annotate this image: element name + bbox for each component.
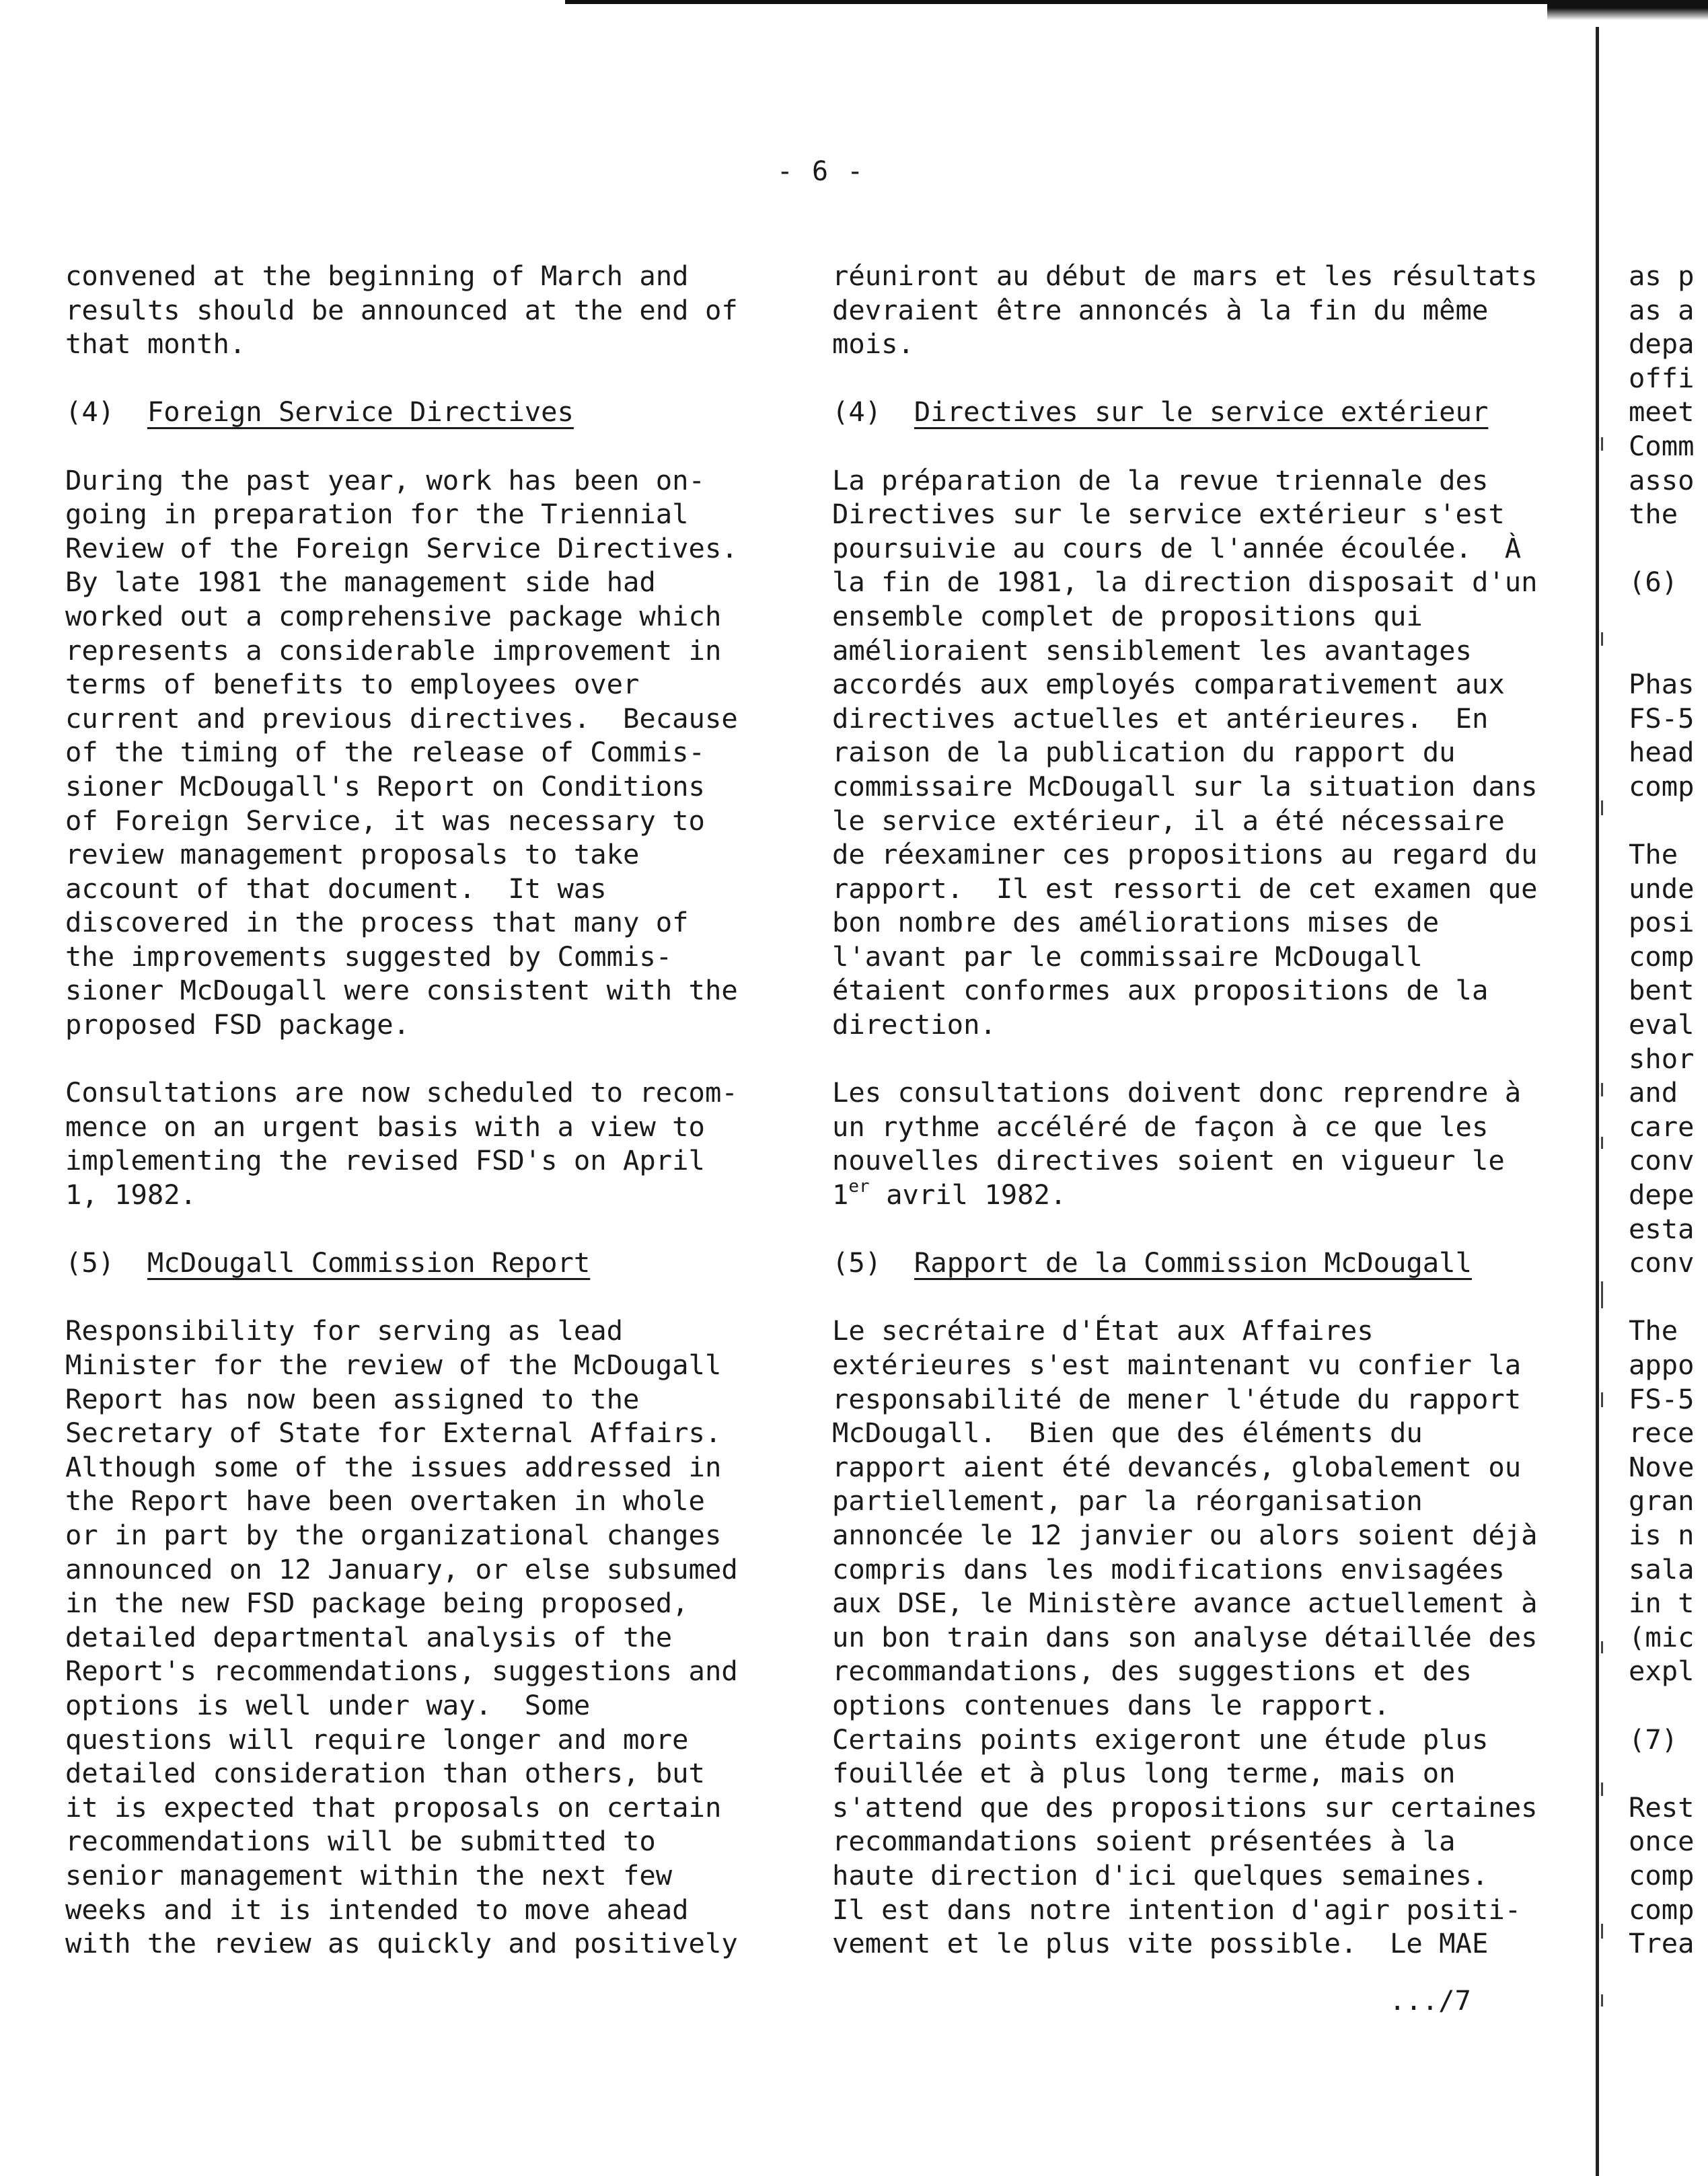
text-line: announced on 12 January, or else subsumed: [65, 1552, 738, 1585]
text-line: mois.: [832, 328, 914, 361]
text-line: and: [1629, 1076, 1678, 1109]
text-line: review management proposals to take: [65, 838, 640, 871]
text-line: Rest: [1629, 1791, 1695, 1824]
text-line: vement et le plus vite possible. Le MAE: [832, 1927, 1489, 1960]
scan-margin-mark: [1601, 1281, 1603, 1308]
adjacent-page-fragment: [1629, 1791, 1708, 1961]
text-line: Certains points exigeront une étude plus: [832, 1723, 1489, 1756]
scan-margin-mark: [1601, 1924, 1603, 1939]
french-section-heading: [832, 395, 1565, 429]
text-line: results should be announced at the end of: [65, 293, 738, 326]
text-line: direction.: [832, 1008, 996, 1041]
text-line: de réexaminer ces propositions au regard du: [832, 838, 1538, 871]
text-line: étaient conformes aux propositions de la: [832, 974, 1489, 1007]
text-line: ensemble complet de propositions qui: [832, 599, 1423, 632]
french-paragraph: [832, 259, 1565, 361]
text-line: Minister for the review of the McDougall: [65, 1349, 722, 1381]
text-line: devraient être annoncés à la fin du même: [832, 293, 1489, 326]
text-line: responsabilité de mener l'étude du rapport: [832, 1382, 1522, 1415]
text-line: raison de la publication du rapport du: [832, 736, 1456, 769]
english-section-heading: [65, 395, 792, 429]
text-line: fouillée et à plus long terme, mais on: [832, 1757, 1456, 1790]
text-line: Directives sur le service extérieur s'est: [832, 498, 1505, 531]
text-line: accordés aux employés comparativement aux: [832, 668, 1505, 701]
adjacent-page-fragment: [1629, 837, 1708, 1280]
text-line: or in part by the organizational changes: [65, 1518, 722, 1551]
section-title: Rapport de la Commission McDougall: [914, 1246, 1472, 1279]
text-line: [1629, 634, 1708, 668]
text-line: extérieures s'est maintenant vu confier la: [832, 1349, 1522, 1381]
ordinal-superscript: er: [848, 1176, 870, 1197]
page-binding-edge: [1596, 27, 1599, 2176]
text-line: esta: [1629, 1212, 1695, 1245]
text-line: detailed consideration than others, but: [65, 1757, 705, 1790]
text-line: the Report have been overtaken in whole: [65, 1485, 705, 1517]
text-line: Il est dans notre intention d'agir positi-: [832, 1893, 1522, 1926]
text-line: as p: [1629, 260, 1695, 292]
text-line: nouvelles directives soient en vigueur le: [832, 1144, 1505, 1177]
text-line: Review of the Foreign Service Directives.: [65, 531, 738, 564]
text-line: meet: [1629, 396, 1695, 428]
text-line: Although some of the issues addressed in: [65, 1450, 722, 1483]
english-paragraph: [65, 259, 792, 361]
scan-margin-mark: [1601, 632, 1603, 646]
continued-marker: .../7: [1389, 1984, 1471, 2017]
text-line: appo: [1629, 1349, 1695, 1381]
text-line: poursuivie au cours de l'année écoulée. À: [832, 531, 1522, 564]
text-line: réuniront au début de mars et les résultats: [832, 260, 1538, 292]
page-number: - 6 -: [776, 156, 865, 187]
text-line: implementing the revised FSD's on April: [65, 1144, 705, 1177]
scan-top-rule: [565, 0, 1708, 4]
text-line: current and previous directives. Because: [65, 702, 738, 735]
adjacent-page-fragment: [1629, 634, 1708, 804]
french-paragraph: [832, 1314, 1565, 1960]
text-line: During the past year, work has been on-: [65, 463, 705, 496]
english-paragraph: [65, 463, 792, 1042]
adjacent-page-fragment: [1629, 565, 1708, 599]
section-number: (4): [832, 396, 914, 428]
scan-margin-mark: [1601, 1641, 1603, 1653]
section-number: (5): [832, 1246, 914, 1279]
text-line: Le secrétaire d'État aux Affaires: [832, 1314, 1374, 1347]
text-line: offi: [1629, 361, 1695, 394]
text-line: amélioraient sensiblement les avantages: [832, 634, 1472, 667]
text-line: expl: [1629, 1655, 1695, 1688]
english-column: [65, 259, 792, 1994]
text-line: head: [1629, 736, 1695, 769]
text-line: questions will require longer and more: [65, 1723, 689, 1756]
text-line: account of that document. It was: [65, 872, 607, 905]
adjacent-page-fragment: [1629, 1314, 1708, 1688]
scan-margin-mark: [1601, 1783, 1603, 1796]
scan-margin-mark: [1601, 1137, 1603, 1149]
text-line: (7): [1629, 1723, 1678, 1756]
text-line: depe: [1629, 1178, 1695, 1211]
text-line: unde: [1629, 872, 1695, 905]
text-line: sioner McDougall's Report on Conditions: [65, 770, 705, 802]
text-line: comp: [1629, 770, 1695, 802]
text-line: (mic: [1629, 1620, 1695, 1653]
text-line: sala: [1629, 1552, 1695, 1585]
text-line: The: [1629, 838, 1678, 871]
text-line: s'attend que des propositions sur certaines: [832, 1791, 1538, 1824]
text-line: commissaire McDougall sur la situation dans: [832, 770, 1538, 802]
text-line: depa: [1629, 328, 1695, 361]
text-line: La préparation de la revue triennale des: [832, 463, 1489, 496]
text-line: proposed FSD package.: [65, 1008, 410, 1041]
text-line: worked out a comprehensive package which: [65, 599, 722, 632]
text-line: shor: [1629, 1042, 1695, 1075]
text-line: conv: [1629, 1144, 1695, 1177]
text-line: represents a considerable improvement in: [65, 634, 722, 667]
text-line: sioner McDougall were consistent with the: [65, 974, 738, 1007]
text-line: of the timing of the release of Commis-: [65, 736, 705, 769]
english-section-heading: [65, 1246, 792, 1280]
text-line: mence on an urgent basis with a view to: [65, 1110, 705, 1143]
text-line: directives actuelles et antérieures. En: [832, 702, 1489, 735]
text-line: conv: [1629, 1246, 1695, 1279]
text-line: comp: [1629, 1893, 1695, 1926]
text-line: gran: [1629, 1485, 1695, 1517]
text-line: convened at the beginning of March and: [65, 260, 689, 292]
text-line: 1, 1982.: [65, 1178, 197, 1211]
text-line: recommandations soient présentées à la: [832, 1825, 1456, 1858]
text-line: that month.: [65, 328, 246, 361]
french-paragraph: [832, 463, 1565, 1042]
text-line: aux DSE, le Ministère avance actuellement à: [832, 1587, 1538, 1620]
text-line: le service extérieur, il a été nécessaire: [832, 804, 1505, 837]
section-title: Foreign Service Directives: [147, 396, 574, 428]
text-line: rapport. Il est ressorti de cet examen que: [832, 872, 1538, 905]
text-line: la fin de 1981, la direction disposait d'un: [832, 566, 1538, 599]
text-line: annoncée le 12 janvier ou alors soient déjà: [832, 1518, 1538, 1551]
text-line: weeks and it is intended to move ahead: [65, 1893, 689, 1926]
scan-top-shadow: [1547, 0, 1708, 20]
english-paragraph: [65, 1076, 792, 1211]
text-line: Comm: [1629, 429, 1695, 462]
text-line: options is well under way. Some: [65, 1688, 591, 1721]
text-line: it is expected that proposals on certain: [65, 1791, 722, 1824]
text-line: Secretary of State for External Affairs.: [65, 1417, 722, 1450]
text-line: asso: [1629, 463, 1695, 496]
text-line: comp: [1629, 1859, 1695, 1891]
text-line: bon nombre des améliorations mises de: [832, 906, 1440, 939]
scan-margin-mark: [1601, 1083, 1603, 1096]
text-line: The: [1629, 1314, 1678, 1347]
text-line: un bon train dans son analyse détaillée des: [832, 1620, 1538, 1653]
text-line: Consultations are now scheduled to recom-: [65, 1076, 738, 1109]
scan-margin-mark: [1601, 1392, 1603, 1407]
section-number: (4): [65, 396, 147, 428]
text-line: rapport aient été devancés, globalement ou: [832, 1450, 1522, 1483]
text-line: (6): [1629, 566, 1678, 599]
text-line: Report's recommendations, suggestions and: [65, 1655, 738, 1688]
text-line: with the review as quickly and positively: [65, 1927, 738, 1960]
text-line: options contenues dans le rapport.: [832, 1688, 1390, 1721]
text-line: partiellement, par la réorganisation: [832, 1485, 1423, 1517]
text-line: Phas: [1629, 668, 1695, 701]
text-line: FS-5: [1629, 1382, 1695, 1415]
text-line: recommendations will be submitted to: [65, 1825, 656, 1858]
scan-margin-mark: [1601, 800, 1603, 815]
text-line: in t: [1629, 1587, 1695, 1620]
text-line: the: [1629, 498, 1678, 531]
text-line: By late 1981 the management side had: [65, 566, 656, 599]
english-paragraph: [65, 1314, 792, 1960]
section-title: McDougall Commission Report: [147, 1246, 591, 1279]
section-title: Directives sur le service extérieur: [914, 396, 1489, 428]
text-line: recommandations, des suggestions et des: [832, 1655, 1472, 1688]
text-line: detailed departmental analysis of the: [65, 1620, 673, 1653]
text-line: McDougall. Bien que des éléments du: [832, 1417, 1423, 1450]
text-line: rece: [1629, 1417, 1695, 1450]
text-line: is n: [1629, 1518, 1695, 1551]
scan-margin-mark: [1601, 437, 1603, 451]
text-line: 1er avril 1982.: [832, 1176, 1067, 1211]
text-line: once: [1629, 1825, 1695, 1858]
text-line: eval: [1629, 1008, 1695, 1041]
adjacent-page-fragment: [1629, 259, 1708, 531]
text-line: haute direction d'ici quelques semaines.: [832, 1859, 1489, 1891]
text-line: FS-5: [1629, 702, 1695, 735]
french-paragraph: [832, 1076, 1565, 1211]
text-line: senior management within the next few: [65, 1859, 673, 1891]
text-line: going in preparation for the Triennial: [65, 498, 689, 531]
text-line: in the new FSD package being proposed,: [65, 1587, 689, 1620]
text-line: terms of benefits to employees over: [65, 668, 640, 701]
text-line: posi: [1629, 906, 1695, 939]
text-line: bent: [1629, 974, 1695, 1007]
adjacent-page-column: [1629, 259, 1708, 1994]
text-line: care: [1629, 1110, 1695, 1143]
text-line: Les consultations doivent donc reprendre à: [832, 1076, 1522, 1109]
text-line: the improvements suggested by Commis-: [65, 940, 673, 973]
text-line: un rythme accéléré de façon à ce que les: [832, 1110, 1489, 1143]
french-section-heading: [832, 1246, 1565, 1280]
text-line: Report has now been assigned to the: [65, 1382, 640, 1415]
french-column: [832, 259, 1565, 1994]
text-line: Nove: [1629, 1450, 1695, 1483]
text-line: of Foreign Service, it was necessary to: [65, 804, 705, 837]
text-line: compris dans les modifications envisagées: [832, 1552, 1505, 1585]
text-line: Trea: [1629, 1927, 1695, 1960]
text-line: as a: [1629, 293, 1695, 326]
section-number: (5): [65, 1246, 147, 1279]
text-line: l'avant par le commissaire McDougall: [832, 940, 1423, 973]
scan-margin-mark: [1601, 1994, 1603, 2006]
text-line: Responsibility for serving as lead: [65, 1314, 624, 1347]
text-line: comp: [1629, 940, 1695, 973]
adjacent-page-fragment: [1629, 1723, 1708, 1757]
text-line: discovered in the process that many of: [65, 906, 689, 939]
